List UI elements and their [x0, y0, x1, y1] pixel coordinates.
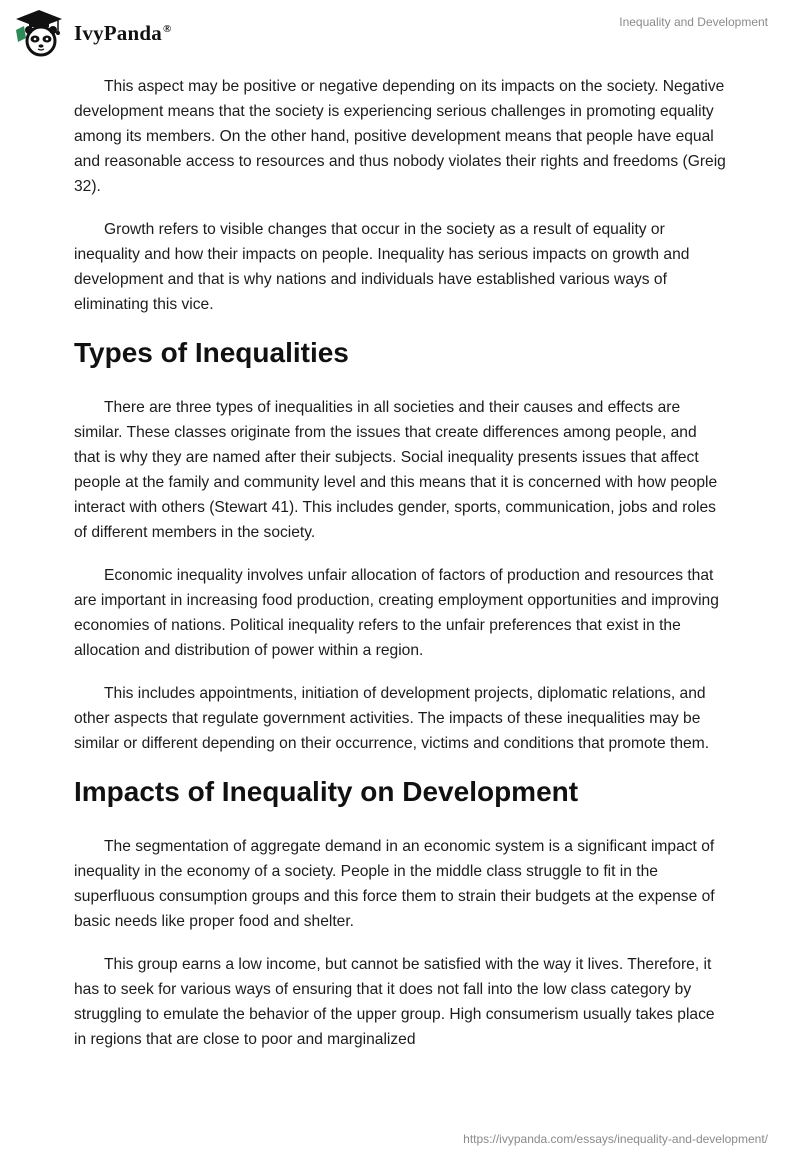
registered-mark: ® [162, 22, 172, 35]
paragraph: There are three types of inequalities in all societies and their causes and effects are similar. These classes originate from the issues that create differences among people, and that is why they are named after their subjects. Social inequality presents issues that affect people at the family and community level and this means that it is concerned with how people interact with others (Stewart 41). This includes gender, sports, communication, jobs and roles of different members in the society. [74, 399, 718, 541]
paragraph: Growth refers to visible changes that occur in the society as a result of equality or inequality and how their impacts on people. Inequality has serious impacts on growth and development and that is why nations and individuals have established various ways of eliminating this vice. [74, 221, 690, 313]
ivypanda-logo[interactable] [12, 8, 171, 58]
paragraph: The segmentation of aggregate demand in an economic system is a significant impact of inequality in the economy of a society. People in the middle class struggle to fit in the superfluous consumption groups and this force them to strain their budgets at the expense of basic needs like proper food and shelter. [74, 838, 715, 930]
brand-name-text: IvyPanda [74, 20, 162, 45]
source-url[interactable]: https://ivypanda.com/essays/inequality-and-development/ [463, 1132, 768, 1146]
running-title: Inequality and Development [619, 15, 768, 29]
paragraph: This aspect may be positive or negative depending on its impacts on the society. Negative development means that the society is experiencing serious challenges in promoting equality among its members. On the other hand, positive development means that people have equal and reasonable access to resources and thus nobody violates their rights and freedoms (Greig 32). [74, 78, 726, 195]
section-heading-impacts: Impacts of Inequality on Development [74, 776, 579, 807]
paragraph: Economic inequality involves unfair allocation of factors of production and resources that are important in increasing food production, creating employment opportunities and improving economies of nations. Political inequality refers to the unfair preferences that exist in the allocation and distribution of power within a region. [74, 567, 719, 659]
page-header [0, 0, 800, 70]
section-heading-types: Types of Inequalities [74, 337, 349, 368]
paragraph: This group earns a low income, but cannot be satisfied with the way it lives. Therefore, it has to seek for various ways of ensuring that it does not fall into the low class category by struggling to emulate the behavior of the upper group. High consumerism usually takes place in regions that are close to poor and marginalized [74, 956, 715, 1048]
panda-graduate-icon [12, 8, 66, 58]
paragraph: This includes appointments, initiation of development projects, diplomatic relations, and other aspects that regulate government activities. The impacts of these inequalities may be similar or different depending on their occurrence, victims and conditions that promote them. [74, 685, 710, 752]
essay-content [74, 74, 726, 1070]
brand-name [74, 21, 171, 46]
